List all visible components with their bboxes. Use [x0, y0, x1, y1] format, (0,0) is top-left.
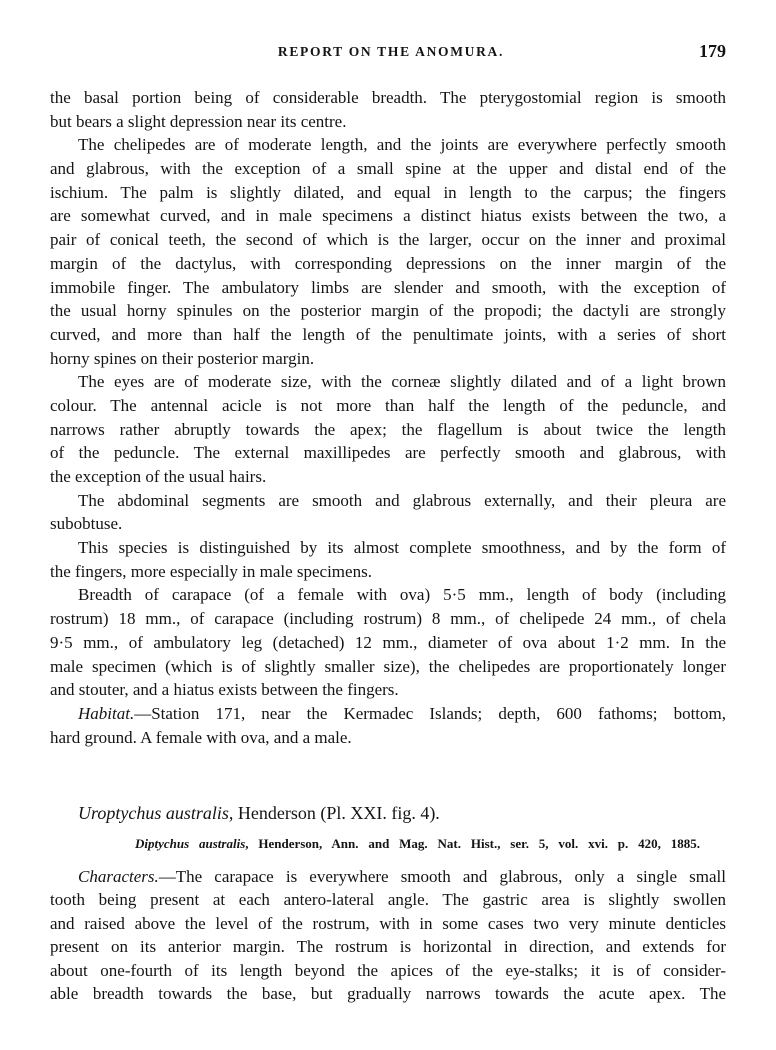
- paragraph: [50, 370, 726, 488]
- characters-text: —The carapace is everywhere smooth and glabrous, only a single small: [158, 867, 726, 886]
- text-line: and stouter, and a hiatus exists between the fingers.: [50, 680, 399, 700]
- text-line: horny spines on their posterior margin.: [50, 348, 315, 368]
- text-line: and glabrous, with the exception of a small spine at the upper and distal end of the: [50, 159, 726, 179]
- text-line: the fingers, more especially in male specimens.: [50, 561, 372, 581]
- text-line: ischium. The palm is slightly dilated, and equal in length to the carpus; the fingers: [50, 182, 726, 202]
- text-line: [50, 865, 726, 888]
- text-line: about one-fourth of its length beyond the apices of the eye-stalks; it is of consider-: [50, 960, 726, 980]
- paragraph: [50, 86, 726, 133]
- paragraph: [50, 133, 726, 370]
- synonym-citation: [135, 835, 700, 853]
- text-line: are somewhat curved, and in male specimens a distinct hiatus exists between the two, a: [50, 206, 726, 226]
- text-line: margin of the dactylus, with corresponding depressions on the inner margin of the: [50, 253, 726, 273]
- text-line: and raised above the level of the rostrum, with in some cases two very minute denticles: [50, 913, 726, 933]
- text-line: of the peduncle. The external maxillipedes are perfectly smooth and glabrous, with: [50, 443, 726, 463]
- text-line: male specimen (which is of slightly smaller size), the chelipedes are proportionately longer: [50, 656, 726, 676]
- text-line: immobile finger. The ambulatory limbs are slender and smooth, with the exception of: [50, 277, 726, 297]
- text-line: the exception of the usual hairs.: [50, 467, 267, 486]
- text-line: rostrum) 18 mm., of carapace (including rostrum) 8 mm., of chelipede 24 mm., of chela: [50, 609, 726, 629]
- text-line: subobtuse.: [50, 514, 123, 534]
- habitat-label: Habitat.: [78, 703, 135, 723]
- text-line: narrows rather abruptly towards the apex; the flagellum is about twice the length: [50, 419, 726, 439]
- characters-label: Characters.: [78, 867, 159, 886]
- text-line: The chelipedes are of moderate length, and the joints are everywhere perfectly smooth: [78, 135, 726, 155]
- text-line: Breadth of carapace (of a female with ova) 5·5 mm., length of body (including: [78, 585, 726, 605]
- text-line: This species is distinguished by its almost complete smoothness, and by the form of: [78, 538, 726, 558]
- paragraph-characters: [50, 865, 726, 1005]
- text-line: the usual horny spinules on the posterior margin of the propodi; the dactyli are strongly: [50, 301, 726, 321]
- species-authority: , Henderson (Pl. XXI. fig. 4).: [228, 803, 440, 823]
- paragraph-habitat: [50, 702, 726, 749]
- synonym-reference: , Henderson, Ann. and Mag. Nat. Hist., ser. 5, vol. xvi. p. 420, 1885.: [245, 836, 700, 851]
- text-line: but bears a slight depression near its centre.: [50, 111, 347, 131]
- text-line: tooth being present at each antero-lateral angle. The gastric area is slightly swollen: [50, 890, 726, 910]
- habitat-text: —Station 171, near the Kermadec Islands; depth, 600 fathoms; bottom,: [134, 703, 726, 723]
- main-text: [50, 86, 726, 749]
- paragraph: [50, 489, 726, 536]
- synonym-name: Diptychus australis: [135, 836, 246, 851]
- page-number: 179: [699, 41, 726, 61]
- text-line: colour. The antennal acicle is not more than half the length of the peduncle, and: [50, 395, 726, 415]
- text-line: hard ground. A female with ova, and a male.: [50, 727, 352, 747]
- text-line: able breadth towards the base, but gradually narrows towards the acute apex. The: [50, 983, 726, 1003]
- text-line: [50, 702, 726, 726]
- text-line: present on its anterior margin. The rostrum is horizontal in direction, and extends for: [50, 937, 726, 957]
- text-line: curved, and more than half the length of the penultimate joints, with a series of short: [50, 324, 726, 344]
- species-heading: [78, 801, 440, 825]
- paragraph: [50, 536, 726, 583]
- text-line: pair of conical teeth, the second of which is the larger, occur on the inner and proximal: [50, 230, 726, 250]
- paragraph: [50, 583, 726, 701]
- text-line: 9·5 mm., of ambulatory leg (detached) 12 mm., diameter of ova about 1·2 mm. In the: [50, 632, 726, 652]
- species-name: Uroptychus australis: [78, 803, 229, 823]
- running-title: REPORT ON THE ANOMURA.: [277, 44, 505, 59]
- text-line: The abdominal segments are smooth and glabrous externally, and their pleura are: [78, 490, 726, 510]
- text-line: The eyes are of moderate size, with the corneæ slightly dilated and of a light brown: [78, 372, 726, 392]
- text-line: the basal portion being of considerable breadth. The pterygostomial region is smooth: [50, 88, 726, 107]
